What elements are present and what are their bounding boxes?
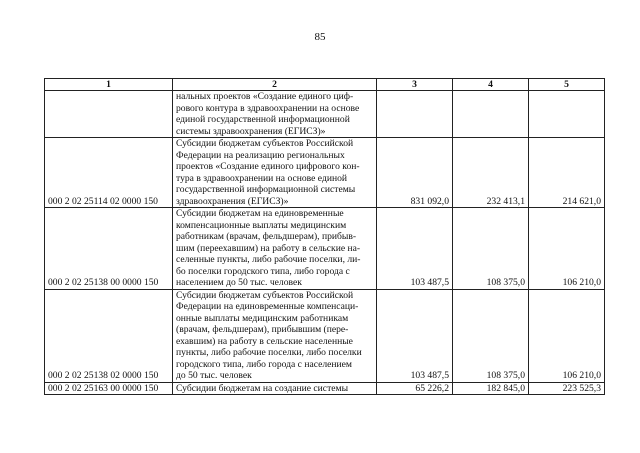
description-line: Федерации на единовременные компенсаци-: [176, 301, 359, 312]
description-line: системы здравоохранения (ЕГИСЗ)»: [176, 125, 326, 137]
description-line: здравоохранения (ЕГИСЗ)»: [176, 195, 289, 207]
amount-v3: 65 226,2: [377, 382, 453, 395]
description-line: нальных проектов «Создание единого циф-: [176, 91, 354, 102]
description-line: онные выплаты медицинским работникам: [176, 312, 349, 324]
amount-v3: 831 092,0: [377, 138, 453, 208]
description-line: городского типа, либо города с населением: [176, 358, 352, 370]
description-line: Субсидии бюджетам субъектов Российской: [176, 289, 354, 301]
column-header: 4: [453, 79, 529, 91]
revenue-code: 000 2 02 25138 02 0000 150: [45, 289, 173, 382]
revenue-code: 000 2 02 25163 00 0000 150: [45, 382, 173, 395]
table-row: [45, 382, 605, 395]
amount-v4: 182 845,0: [453, 382, 529, 395]
amount-v4: 232 413,1: [453, 138, 529, 208]
table-row: [45, 91, 605, 138]
column-header: 1: [45, 79, 173, 91]
description-line: пункты, либо рабочие поселки, либо поселки: [176, 347, 362, 358]
description-line: (врачам, фельдшерам), прибывшим (пере-: [176, 324, 349, 335]
amount-v3: 103 487,5: [377, 289, 453, 382]
amount-v4: [453, 91, 529, 138]
description-line: единой государственной информационной: [176, 114, 350, 125]
revenue-code: [45, 91, 173, 138]
description-line: Субсидии бюджетам на единовременные: [176, 208, 344, 219]
table-row: [45, 208, 605, 290]
page-number: 85: [314, 31, 326, 43]
table-row: [45, 289, 605, 382]
description-line: бо поселки городского типа, либо города с: [176, 265, 350, 277]
budget-table: [44, 78, 605, 395]
amount-v5: 106 210,0: [529, 208, 605, 290]
table-header-row: [45, 79, 605, 91]
revenue-code: 000 2 02 25114 02 0000 150: [45, 138, 173, 208]
column-header: 2: [173, 79, 377, 91]
revenue-description: [173, 289, 377, 382]
description-line: тура в здравоохранении на основе единой: [176, 172, 348, 184]
revenue-description: [173, 138, 377, 208]
description-line: проектов «Создание единого цифрового кон-: [176, 161, 360, 172]
description-line: государственной информационной системы: [176, 184, 356, 195]
amount-v3: [377, 91, 453, 138]
revenue-code: 000 2 02 25138 00 0000 150: [45, 208, 173, 290]
amount-v5: 214 621,0: [529, 138, 605, 208]
description-line: Субсидии бюджетам субъектов Российской: [176, 138, 354, 149]
description-line: ехавшим) на работу в сельские населенные: [176, 335, 353, 347]
column-header: 5: [529, 79, 605, 91]
description-line: населением до 50 тыс. человек: [176, 277, 302, 288]
description-line: селенные пункты, либо рабочие поселки, ли-: [176, 254, 361, 265]
amount-v5: [529, 91, 605, 138]
description-line: шим (переехавшим) на работу в сельские на-: [176, 242, 361, 254]
amount-v5: 106 210,0: [529, 289, 605, 382]
amount-v4: 108 375,0: [453, 208, 529, 290]
description-line: рового контура в здравоохранении на основе: [176, 102, 360, 114]
revenue-description: [173, 208, 377, 290]
description-line: Субсидии бюджетам на создание системы: [176, 382, 349, 394]
description-line: до 50 тыс. человек: [176, 370, 252, 381]
amount-v3: 103 487,5: [377, 208, 453, 290]
amount-v5: 223 525,3: [529, 382, 605, 395]
table-row: [45, 138, 605, 208]
description-line: компенсационные выплаты медицинским: [176, 219, 347, 231]
description-line: работникам (врачам, фельдшерам), прибыв-: [176, 231, 357, 242]
revenue-description: [173, 382, 377, 395]
revenue-description: [173, 91, 377, 138]
amount-v4: 108 375,0: [453, 289, 529, 382]
column-header: 3: [377, 79, 453, 91]
description-line: Федерации на реализацию региональных: [176, 149, 345, 161]
